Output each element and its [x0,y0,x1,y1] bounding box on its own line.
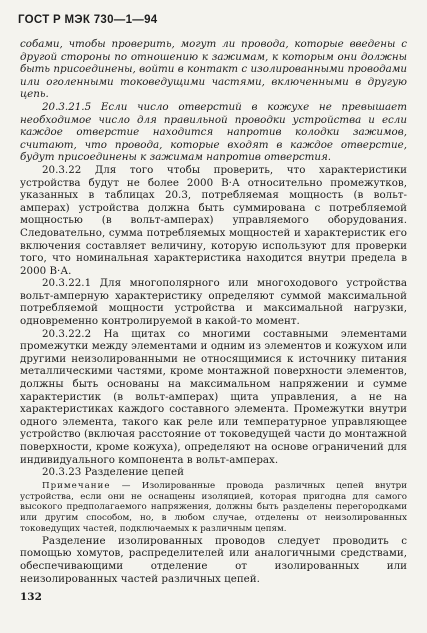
body-text [20,38,407,585]
note-text: — Изолированные провода различных цепей внутри устройства, если они не оснащены изоляцией, которая пригодна для самого высокого предполагаемого напряжения, должны быть разделены перегородками или другим способом, но, в любом случае, отделены от неизолированных токоведущих частей, подключаемых к различным цепям. [20,480,407,534]
paragraph-20-3-21-5: 20.3.21.5 Если число отверстий в кожухе не превышает необходимое число для правильной проводки устройства и если каждое отверстие находится напротив колодки зажимов, считают, что провода, которые входят в каждое отверстие, будут присоединены к зажимам напротив отверстия. [20,100,407,164]
paragraph-20-3-22-2: 20.3.22.2 На щитах со многими составными элементами промежутки между элементами и одним из элементов и кожухом или другими неизолированными не относящимися к источнику питания металлическими частями, кроме монтажной поверхности элементов, должны быть основаны на максимальном напряжении и сумме характеристик (в вольт-амперах) щита управления, а не на характеристиках каждого составного элемента. Промежутки внутри одного элемента, такого как реле или температурное управляющее устройство (включая расстояние от токоведущей части до монтажной поверхности, кроме кожуха), определяют на основе ограничений для индивидуального компонента в вольт-амперах. [20,327,407,466]
paragraph-separation: Разделение изолированных проводов следует проводить с помощью хомутов, распределителей или аналогичными средствами, обеспечивающими отделение от изолированных или неизолированных частей различных цепей. [20,534,407,585]
paragraph-20-3-22: 20.3.22 Для того чтобы проверить, что характеристики устройства будут не более 2000 В·А относительно промежутков, указанных в таблицах 20.3, потребляемая мощность (в вольт-амперах) устройства должна быть суммирована с потребляемой мощностью (в вольт-амперах) управляемого оборудования. Следовательно, сумма потребляемых мощностей и характеристик его включения составляет величину, которую используют для проверки того, что номинальная характеристика находится внутри предела в 2000 В·А. [20,163,407,277]
paragraph-continuation: собами, чтобы проверить, могут ли провода, которые введены с другой стороны по отношению к зажимам, к которым они должны быть присоединены, войти в контакт с изолированными проводами или оголенными токоведущими частями, включенными в другую цепь. [20,38,407,101]
page-number: 132 [20,591,42,603]
note-paragraph [20,481,407,535]
section-heading-20-3-23: 20.3.23 Разделение цепей [42,466,184,479]
note-label: Примечание [42,480,111,491]
standard-code-header: ГОСТ Р МЭК 730—1—94 [18,14,158,26]
paragraph-20-3-22-1: 20.3.22.1 Для многополярного или многоходового устройства вольт-амперную характеристику определяют суммой максимальной потребляемой мощности устройства и максимальной нагрузки, одновременно контролируемой в какой-то момент. [20,277,407,328]
